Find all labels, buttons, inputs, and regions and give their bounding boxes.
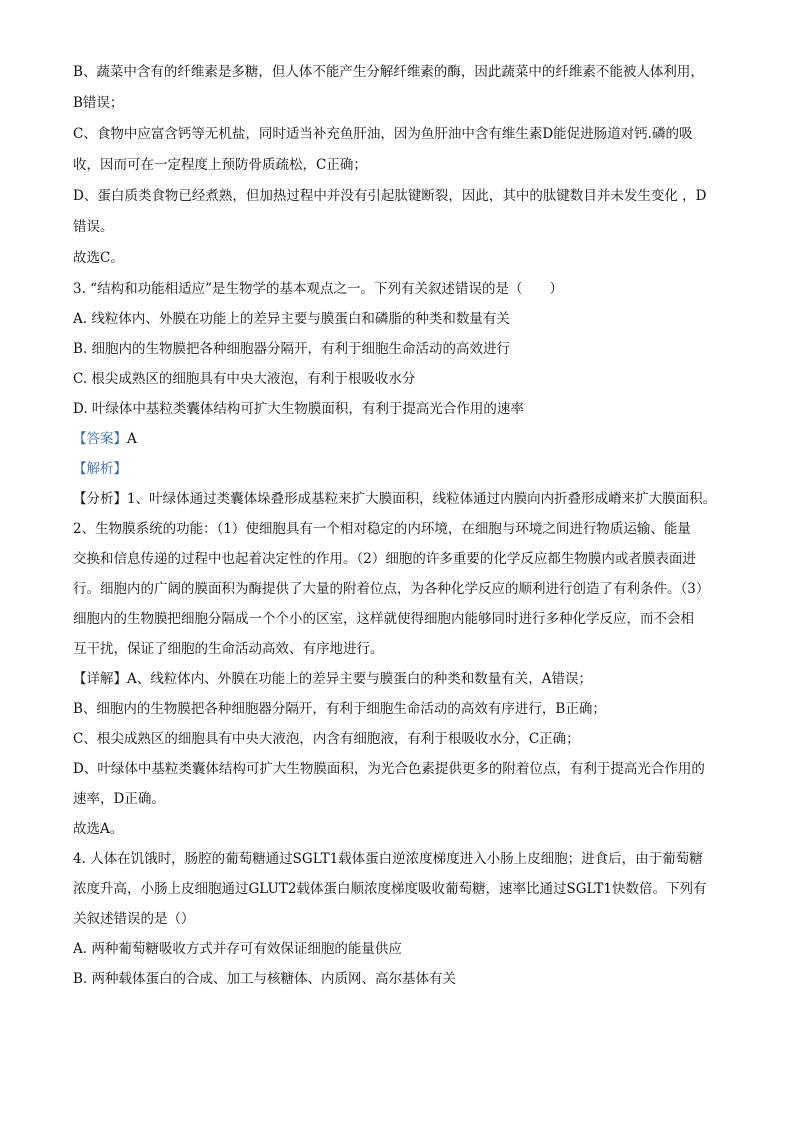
option-c-explanation-line2: 收，因而可在一定程度上预防骨质疏松，C正确； [73, 157, 367, 173]
fenxi-text1: 1、叶绿体通过类囊体垛叠形成基粒来扩大膜面积，线粒体通过内膜向内折叠形成嵴来扩大膜面积。 [127, 491, 717, 507]
q3-stem: 3. “结构和功能相适应”是生物学的基本观点之一。下列有关叙述错误的是（ ） [73, 281, 563, 297]
detail-c: C、根尖成熟区的细胞具有中央大液泡，内含有细胞液，有利于根吸收水分，C正确； [73, 731, 580, 747]
option-b-explanation-line2: B错误； [73, 95, 124, 111]
answer-value: A [127, 431, 137, 447]
detail-a [73, 669, 733, 689]
q3-option-b: B. 细胞内的生物膜把各种细胞器分隔开，有利于细胞生命活动的高效进行 [73, 341, 511, 357]
option-d-explanation-line1: D、蛋白质类食物已经煮熟，但加热过程中并没有引起肽键断裂，因此，其中的肽键数目并未发生变化 ，D [73, 188, 707, 204]
fenxi-line4: 行。细胞内的广阔的膜面积为酶提供了大量的附着位点，为各种化学反应的顺利进行创造了有利条件。（3） [73, 581, 710, 597]
fenxi-tag: 【分析】 [73, 491, 127, 507]
q4-option-b: B. 两种载体蛋白的合成、加工与核糖体、内质网、高尔基体有关 [73, 971, 457, 987]
analysis-tag [73, 459, 733, 479]
detail-b: B、细胞内的生物膜把各种细胞器分隔开，有利于细胞生命活动的高效有序进行，B正确； [73, 701, 606, 717]
q3-option-c: C. 根尖成熟区的细胞具有中央大液泡，有利于根吸收水分 [73, 371, 416, 387]
q3-answer [73, 429, 733, 449]
option-b-explanation-line1: B、蔬菜中含有的纤维素是多糖，但人体不能产生分解纤维素的酶，因此蔬菜中的纤维素不能被人体利用， [73, 64, 704, 80]
q3-option-d: D. 叶绿体中基粒类囊体结构可扩大生物膜面积，有利于提高光合作用的速率 [73, 401, 524, 417]
q4-stem-line1: 4. 人体在饥饿时，肠腔的葡萄糖通过SGLT1载体蛋白逆浓度梯度进入小肠上皮细胞；进食后，由于葡萄糖 [73, 851, 703, 867]
detail-tag: 【详解】 [73, 671, 127, 687]
detail-d-line1: D、叶绿体中基粒类囊体结构可扩大生物膜面积，为光合色素提供更多的附着位点，有利于提高光合作用的 [73, 761, 705, 777]
q3-choice: 故选A。 [73, 821, 124, 837]
q2-choice: 故选C。 [73, 250, 124, 266]
q4-stem-line3: 关叙述错误的是（） [73, 911, 195, 927]
detail-d-line2: 速率，D正确。 [73, 791, 165, 807]
analysis-tag-text: 【解析】 [73, 461, 127, 477]
q4-stem-line2: 浓度升高，小肠上皮细胞通过GLUT2载体蛋白顺浓度梯度吸收葡萄糖，速率比通过SGLT1快数倍。下列有 [73, 881, 707, 897]
option-d-explanation-line2: 错误。 [73, 219, 114, 235]
q4-option-a: A. 两种葡萄糖吸收方式并存可有效保证细胞的能量供应 [73, 941, 402, 957]
document-page [73, 62, 733, 989]
q3-option-a: A. 线粒体内、外膜在功能上的差异主要与膜蛋白和磷脂的种类和数量有关 [73, 311, 510, 327]
fenxi-line1 [73, 489, 733, 509]
answer-tag: 【答案】 [73, 431, 127, 447]
fenxi-line2: 2、生物膜系统的功能：（1）使细胞具有一个相对稳定的内环境，在细胞与环境之间进行物质运输、能量 [73, 521, 691, 537]
fenxi-line5: 细胞内的生物膜把细胞分隔成一个个小的区室，这样就使得细胞内能够同时进行多种化学反应，而不会相 [73, 611, 694, 627]
fenxi-line6: 互干扰，保证了细胞的生命活动高效、有序地进行。 [73, 641, 384, 657]
fenxi-line3: 交换和信息传递的过程中也起着决定性的作用。（2）细胞的许多重要的化学反应都生物膜内或者膜表面进 [73, 551, 696, 567]
detail-a-text: A、线粒体内、外膜在功能上的差异主要与膜蛋白的种类和数量有关，A错误； [127, 671, 592, 687]
option-c-explanation-line1: C、食物中应富含钙等无机盐，同时适当补充鱼肝油，因为鱼肝油中含有维生素D能促进肠道对钙.磷的吸 [73, 126, 693, 142]
